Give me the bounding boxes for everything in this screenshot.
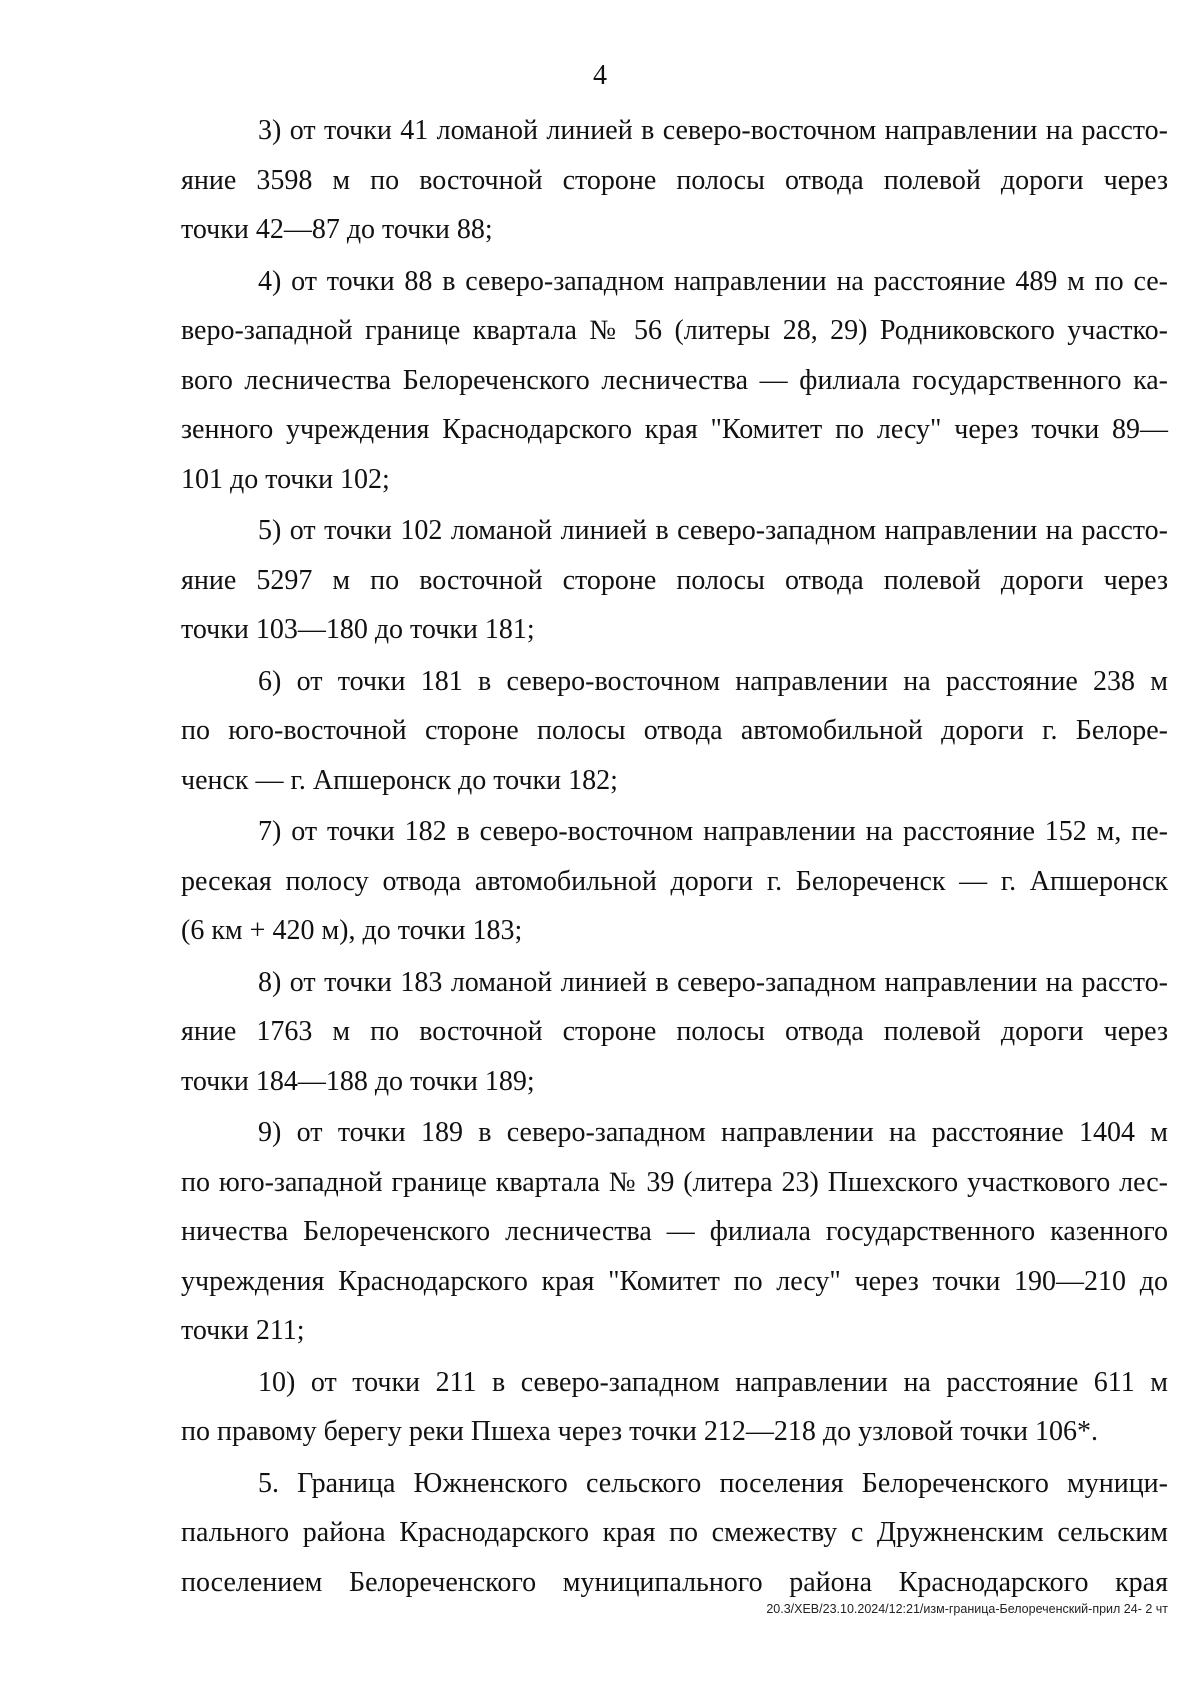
text-line: 7) от точки 182 в северо-восточном направлении на расстояние 152 м, пе- <box>258 816 1168 847</box>
text-line: 4) от точки 88 в северо-западном направлении на расстояние 489 м по се- <box>258 265 1168 297</box>
paragraph-item-3 <box>181 106 1168 255</box>
document-footer-code: 20.3/ХЕВ/23.10.2024/12:21/изм-граница-Белореченский-прил 24- 2 чт <box>766 1602 1168 1616</box>
text-line: яние 3598 м по восточной стороне полосы отвода полевой дороги через <box>181 164 1168 196</box>
text-line: ничества Белореченского лесничества — филиала государственного казенного <box>181 1216 1168 1247</box>
paragraph-item-8 <box>181 958 1168 1107</box>
text-line: зенного учреждения Краснодарского края "Комитет по лесу" через точки 89— <box>181 414 1168 445</box>
document-body <box>181 106 1168 1607</box>
text-line: по юго-восточной стороне полосы отвода автомобильной дороги г. Белоре- <box>181 715 1168 746</box>
paragraph-item-4 <box>181 257 1168 505</box>
page-number: 4 <box>593 60 607 91</box>
text-line: точки 42—87 до точки 88; <box>181 214 493 245</box>
text-line: 6) от точки 181 в северо-восточном направлении на расстояние 238 м <box>258 665 1168 697</box>
text-line: 10) от точки 211 в северо-западном направлении на расстояние 611 м <box>258 1366 1168 1398</box>
text-line: точки 103—180 до точки 181; <box>181 614 535 645</box>
text-line: точки 184—188 до точки 189; <box>181 1065 535 1097</box>
text-line: 8) от точки 183 ломаной линией в северо-западном направлении на рассто- <box>258 966 1168 998</box>
text-line: поселением Белореченского муниципального района Краснодарского края <box>181 1566 1168 1598</box>
paragraph-item-6 <box>181 657 1168 806</box>
text-line: ченск — г. Апшеронск до точки 182; <box>181 764 618 796</box>
text-line: 3) от точки 41 ломаной линией в северо-восточном направлении на рассто- <box>258 115 1168 146</box>
text-line: учреждения Краснодарского края "Комитет по лесу" через точки 190—210 до <box>181 1265 1168 1297</box>
text-line: по правому берегу реки Пшеха через точки 212—218 до узловой точки 106*. <box>181 1416 1098 1447</box>
text-line: пального района Краснодарского края по смежеству с Дружненским сельским <box>181 1517 1168 1548</box>
paragraph-section-5 <box>181 1459 1168 1608</box>
text-line: яние 5297 м по восточной стороне полосы отвода полевой дороги через <box>181 564 1168 596</box>
paragraph-item-7 <box>181 807 1168 956</box>
text-line: яние 1763 м по восточной стороне полосы отвода полевой дороги через <box>181 1016 1168 1047</box>
paragraph-item-9 <box>181 1108 1168 1356</box>
text-line: точки 211; <box>181 1315 305 1346</box>
text-line: по юго-западной границе квартала № 39 (литера 23) Пшехского участкового лес- <box>181 1166 1168 1198</box>
text-line: (6 км + 420 м), до точки 183; <box>181 915 523 946</box>
paragraph-item-5 <box>181 506 1168 655</box>
paragraph-item-10 <box>181 1358 1168 1457</box>
text-line: 5) от точки 102 ломаной линией в северо-западном направлении на рассто- <box>258 515 1168 546</box>
text-line: 5. Граница Южненского сельского поселения Белореченского муници- <box>258 1467 1168 1499</box>
text-line: 9) от точки 189 в северо-западном направлении на расстояние 1404 м <box>258 1117 1168 1148</box>
text-line: вого лесничества Белореченского лесничества — филиала государственного ка- <box>181 364 1168 396</box>
text-line: 101 до точки 102; <box>181 463 390 495</box>
text-line: ресекая полосу отвода автомобильной дороги г. Белореченск — г. Апшеронск <box>181 865 1168 897</box>
text-line: веро-западной границе квартала № 56 (литеры 28, 29) Родниковского участко- <box>181 315 1168 346</box>
